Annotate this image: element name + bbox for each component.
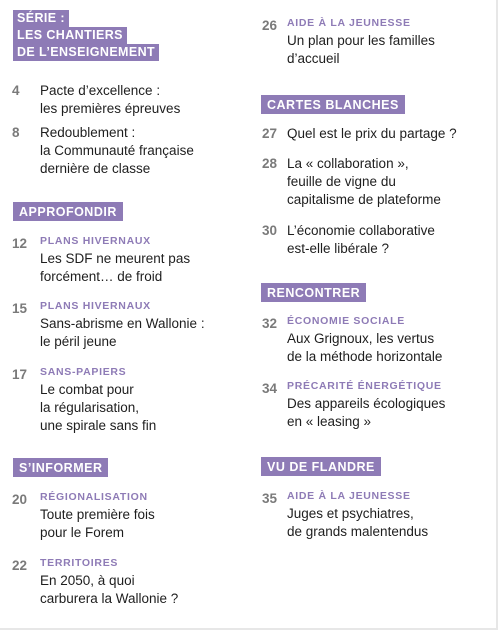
page-number: 15 bbox=[12, 301, 28, 316]
section-tag-vu-de-flandre: VU DE FLANDRE bbox=[261, 457, 381, 476]
page-number: 12 bbox=[12, 236, 28, 251]
entry-title: La « collaboration », feuille de vigne du capitalisme de plateforme bbox=[287, 156, 441, 207]
page-number: 8 bbox=[12, 125, 20, 140]
page-number: 26 bbox=[262, 18, 278, 33]
entry-title: En 2050, à quoi carburera la Wallonie ? bbox=[40, 573, 179, 606]
entry-title: Juges et psychiatres, de grands malentendus bbox=[287, 506, 429, 539]
entry-kicker: PLANS HIVERNAUX bbox=[40, 235, 151, 247]
page-number: 4 bbox=[12, 83, 20, 98]
serie-section-tag bbox=[13, 10, 159, 61]
page-number: 27 bbox=[262, 126, 278, 141]
entry-kicker: PLANS HIVERNAUX bbox=[40, 300, 151, 312]
page-number: 20 bbox=[12, 492, 28, 507]
entry-title: Le combat pour la régularisation, une spirale sans fin bbox=[40, 382, 157, 433]
page-number: 34 bbox=[262, 381, 278, 396]
section-tag-cartes-blanches: CARTES BLANCHES bbox=[261, 95, 405, 114]
page-number: 28 bbox=[262, 156, 278, 171]
serie-tag-line: DE L’ENSEIGNEMENT bbox=[13, 44, 159, 61]
serie-tag-line: LES CHANTIERS bbox=[13, 27, 127, 44]
entry-kicker: AIDE À LA JEUNESSE bbox=[287, 490, 411, 502]
entry-title: Pacte d’excellence : les premières épreuves bbox=[40, 83, 181, 116]
entry-title: Aux Grignoux, les vertus de la méthode horizontale bbox=[287, 331, 443, 364]
serie-tag-line: SÉRIE : bbox=[13, 10, 69, 27]
entry-title: Toute première fois pour le Forem bbox=[40, 507, 155, 540]
section-tag-rencontrer: RENCONTRER bbox=[261, 283, 366, 302]
entry-kicker: AIDE À LA JEUNESSE bbox=[287, 17, 411, 29]
entry-title: Redoublement : la Communauté française dernière de classe bbox=[40, 125, 194, 176]
entry-title: Quel est le prix du partage ? bbox=[287, 126, 457, 141]
entry-title: L’économie collaborative est-elle libérale ? bbox=[287, 223, 435, 256]
section-tag-sinformer: S’INFORMER bbox=[13, 458, 108, 477]
page-number: 32 bbox=[262, 316, 278, 331]
entry-title: Sans-abrisme en Wallonie : le péril jeune bbox=[40, 316, 205, 349]
entry-title: Des appareils écologiques en « leasing » bbox=[287, 396, 446, 429]
entry-kicker: PRÉCARITÉ ÉNERGÉTIQUE bbox=[287, 380, 442, 392]
entry-title: Les SDF ne meurent pas forcément… de froid bbox=[40, 251, 191, 284]
page-number: 17 bbox=[12, 367, 28, 382]
page-number: 30 bbox=[262, 223, 278, 238]
section-tag-approfondir: APPROFONDIR bbox=[13, 202, 123, 221]
entry-title: Un plan pour les familles d’accueil bbox=[287, 33, 435, 66]
page-number: 22 bbox=[12, 558, 28, 573]
entry-kicker: SANS-PAPIERS bbox=[40, 366, 127, 378]
entry-kicker: TERRITOIRES bbox=[40, 557, 119, 569]
entry-kicker: RÉGIONALISATION bbox=[40, 491, 148, 503]
page-number: 35 bbox=[262, 491, 278, 506]
entry-kicker: ÉCONOMIE SOCIALE bbox=[287, 315, 405, 327]
